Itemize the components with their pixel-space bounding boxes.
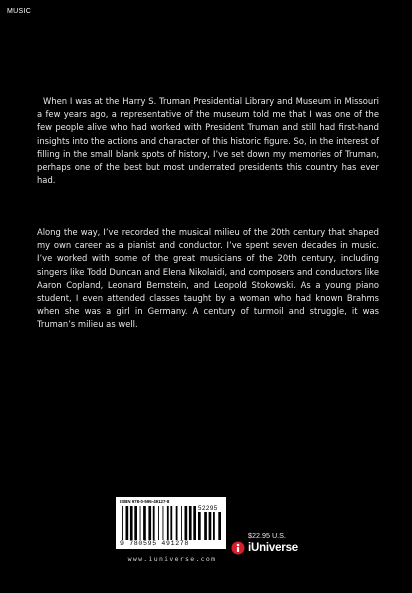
barcode-bar	[163, 506, 164, 540]
barcode-bar	[209, 512, 212, 540]
publisher-website: www.iuniverse.com	[127, 555, 217, 563]
blurb-paragraph-2: Along the way, I’ve recorded the musical milieu of the 20th century that shaped my own career as a pianist and conductor. I’ve spent seven decades in music. I’ve worked with some of the great musicians of the 20th century, including singers like Todd Duncan and Elena Nikolaidi, and composers and conductors like Aaron Copland, Leonard Bernstein, and Leopold Stokowski. As a young piano student, I even attended classes taught by a woman who had known Brahms when she was a girl in Germany. A century of turmoil and struggle, it was Truman’s milieu as well.	[37, 227, 379, 330]
barcode-bar	[140, 506, 141, 540]
barcode-bar	[185, 506, 188, 540]
blurb-paragraph-1: When I was at the Harry S. Truman Presidential Library and Museum in Missouri a few years ago, a representative of the museum told me that I was one of the few people alive who had worked with President Truman and still had first-hand insights into the actions and character of this historic figure. So, in the interest of filling in the small blank spots of history, I’ve set down my memories of Truman, perhaps one of the best but most underrated presidents this country has ever had.	[37, 96, 379, 186]
category-label: MUSIC	[7, 8, 32, 15]
barcode-bar	[130, 506, 133, 540]
publisher-logo	[231, 541, 298, 555]
barcode-bar	[176, 506, 178, 540]
isbn-label: ISBN 978-0-595-49127-8	[120, 499, 170, 504]
isbn-barcode	[116, 497, 226, 549]
barcode-digits: 9 780595 491278	[120, 540, 190, 547]
iuniverse-logo-icon	[231, 541, 245, 555]
barcode-bar	[158, 506, 159, 540]
barcode-bar	[167, 506, 169, 540]
barcode-bar	[181, 506, 182, 540]
barcode-bar	[213, 512, 215, 540]
ean-barcode-bars	[122, 506, 196, 540]
barcode-bar	[204, 512, 207, 540]
barcode-bar	[148, 506, 151, 540]
price: $22.95 U.S.	[248, 531, 286, 540]
barcode-bar	[193, 506, 196, 540]
barcode-bar	[122, 506, 123, 540]
barcode-addon-number: 52295	[198, 505, 218, 512]
barcode-bar	[218, 512, 221, 540]
barcode-bar	[170, 506, 172, 540]
barcode-bar	[198, 512, 201, 540]
barcode-bar	[189, 506, 192, 540]
publisher-name: iUniverse	[248, 542, 298, 554]
barcode-bar	[134, 506, 137, 540]
barcode-bar	[126, 506, 129, 540]
barcode-bar	[153, 506, 155, 540]
barcode-bar	[143, 506, 146, 540]
addon-barcode-bars	[198, 512, 222, 540]
